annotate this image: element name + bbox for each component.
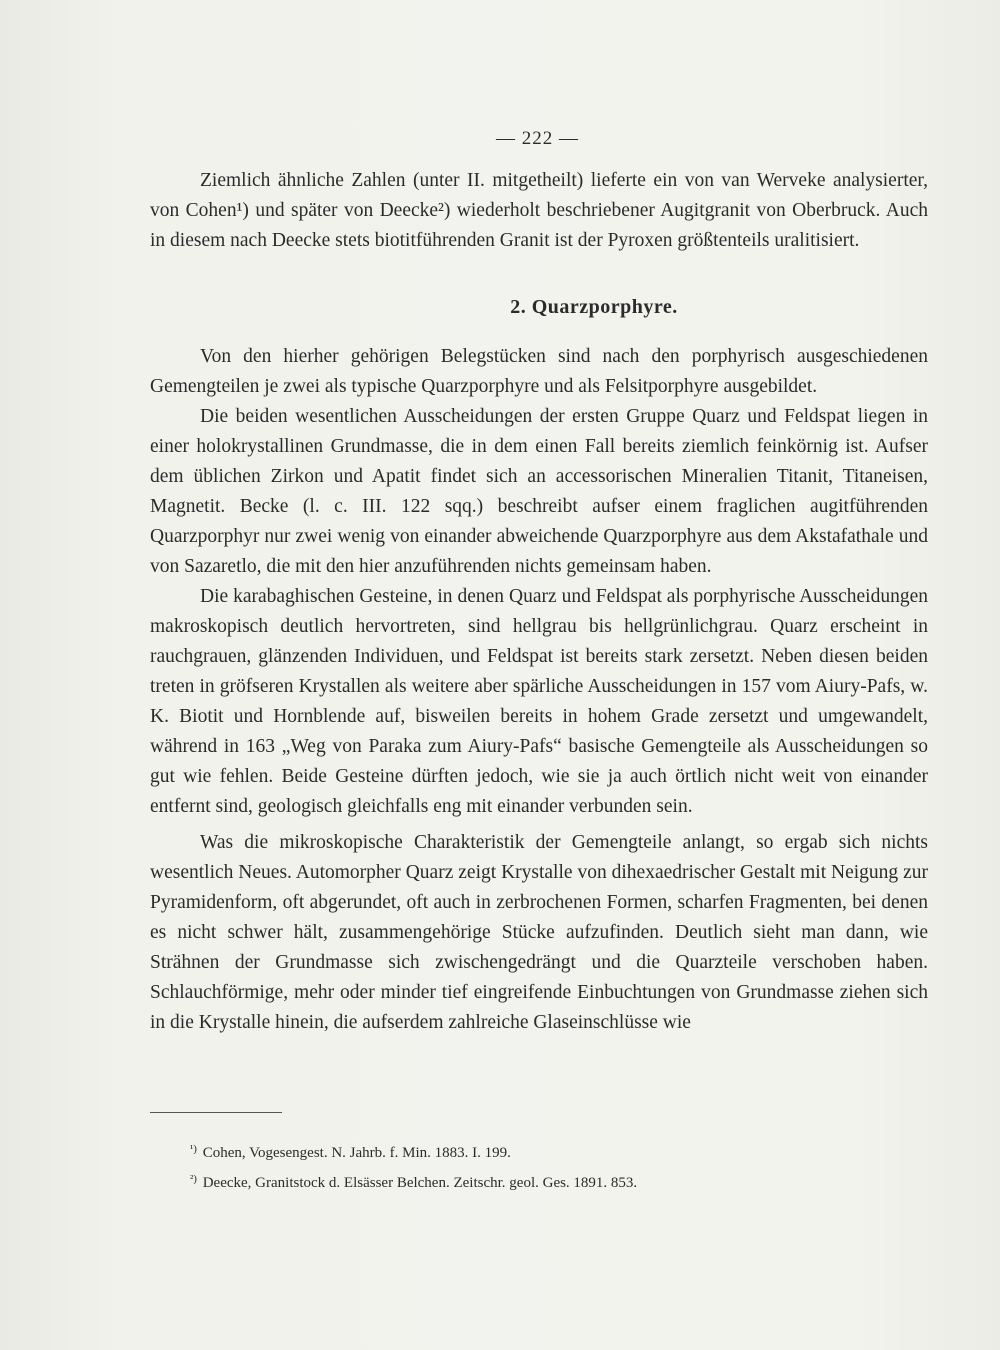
footnote-1-mark: ¹) <box>190 1143 197 1155</box>
footnote-2-mark: ²) <box>190 1173 197 1185</box>
footnote-1 <box>190 1136 790 1166</box>
page-number: — 222 — <box>496 128 579 149</box>
footnote-rule <box>150 1112 282 1113</box>
body-text <box>150 166 928 1038</box>
footnote-2-text: Deecke, Granitstock d. Elsässer Belchen. Zeitschr. geol. Ges. 1891. 853. <box>202 1175 638 1191</box>
footnote-1-text: Cohen, Vogesengest. N. Jahrb. f. Min. 1883. I. 199. <box>202 1145 511 1161</box>
paragraph-5: Was die mikroskopische Charakteristik der Gemengteile anlangt, so ergab sich nichts wesentlich Neues. Automorpher Quarz zeigt Krystalle von dihexaedrischer Gestalt mit Neigung zur Pyramidenform, oft abgerundet, oft auch in zerbrochenen Formen, scharfen Fragmenten, bei denen es nicht schwer hält, zusammengehörige Stücke aufzufinden. Deutlich sieht man dann, wie Strähnen der Grundmasse sich zwischengedrängt und die Quarzteile verschoben haben. Schlauchförmige, mehr oder minder tief eingreifende Einbuchtungen von Grundmasse ziehen sich in die Krystalle hinein, die aufserdem zahlreiche Glaseinschlüsse wie <box>150 832 928 1033</box>
section-heading: 2. Quarzporphyre. <box>510 296 678 318</box>
section-heading-wrap <box>150 292 928 322</box>
paragraph-2: Von den hierher gehörigen Belegstücken sind nach den porphyrisch ausgeschiedenen Gemengteilen je zwei als typische Quarzporphyre und als Felsitporphyre ausgebildet. <box>150 346 928 397</box>
paragraph-4: Die karabaghischen Gesteine, in denen Quarz und Feldspat als porphyrische Ausscheidungen makroskopisch deutlich hervortreten, sind hellgrau bis hellgrünlichgrau. Quarz erscheint in rauchgrauen, glänzenden Individuen, und Feldspat ist bereits stark zersetzt. Neben diesen beiden treten in gröfseren Krystallen als weitere aber spärliche Ausscheidungen in 157 vom Aiury-Pafs, w. K. Biotit und Hornblende auf, bisweilen bereits in hohem Grade zersetzt und umgewandelt, während in 163 „Weg von Paraka zum Aiury-Pafs“ basische Gemengteile als Ausscheidungen so gut wie fehlen. Beide Gesteine dürften jedoch, wie sie ja auch örtlich nicht weit von einander entfernt sind, geologisch gleichfalls eng mit einander verbunden sein. <box>150 586 928 817</box>
footnotes <box>190 1136 790 1196</box>
footnote-2 <box>190 1166 790 1196</box>
paragraph-1: Ziemlich ähnliche Zahlen (unter II. mitgetheilt) lieferte ein von van Werveke analysierter, von Cohen¹) und später von Deecke²) wiederholt beschriebener Augitgranit von Oberbruck. Auch in diesem nach Deecke stets biotitführenden Granit ist der Pyroxen größtenteils uralitisiert. <box>150 170 928 251</box>
paragraph-3: Die beiden wesentlichen Ausscheidungen der ersten Gruppe Quarz und Feldspat liegen in einer holokrystallinen Grundmasse, die in dem einen Fall bereits ziemlich feinkörnig ist. Aufser dem üblichen Zirkon und Apatit findet sich an accessorischen Mineralien Titanit, Titaneisen, Magnetit. Becke (l. c. III. 122 sqq.) beschreibt aufser einem fraglichen augitführenden Quarzporphyr nur zwei wenig von einander abweichende Quarzporphyre aus dem Akstafathale und von Sazaretlo, die mit den hier anzuführenden nichts gemeinsam haben. <box>150 406 928 577</box>
